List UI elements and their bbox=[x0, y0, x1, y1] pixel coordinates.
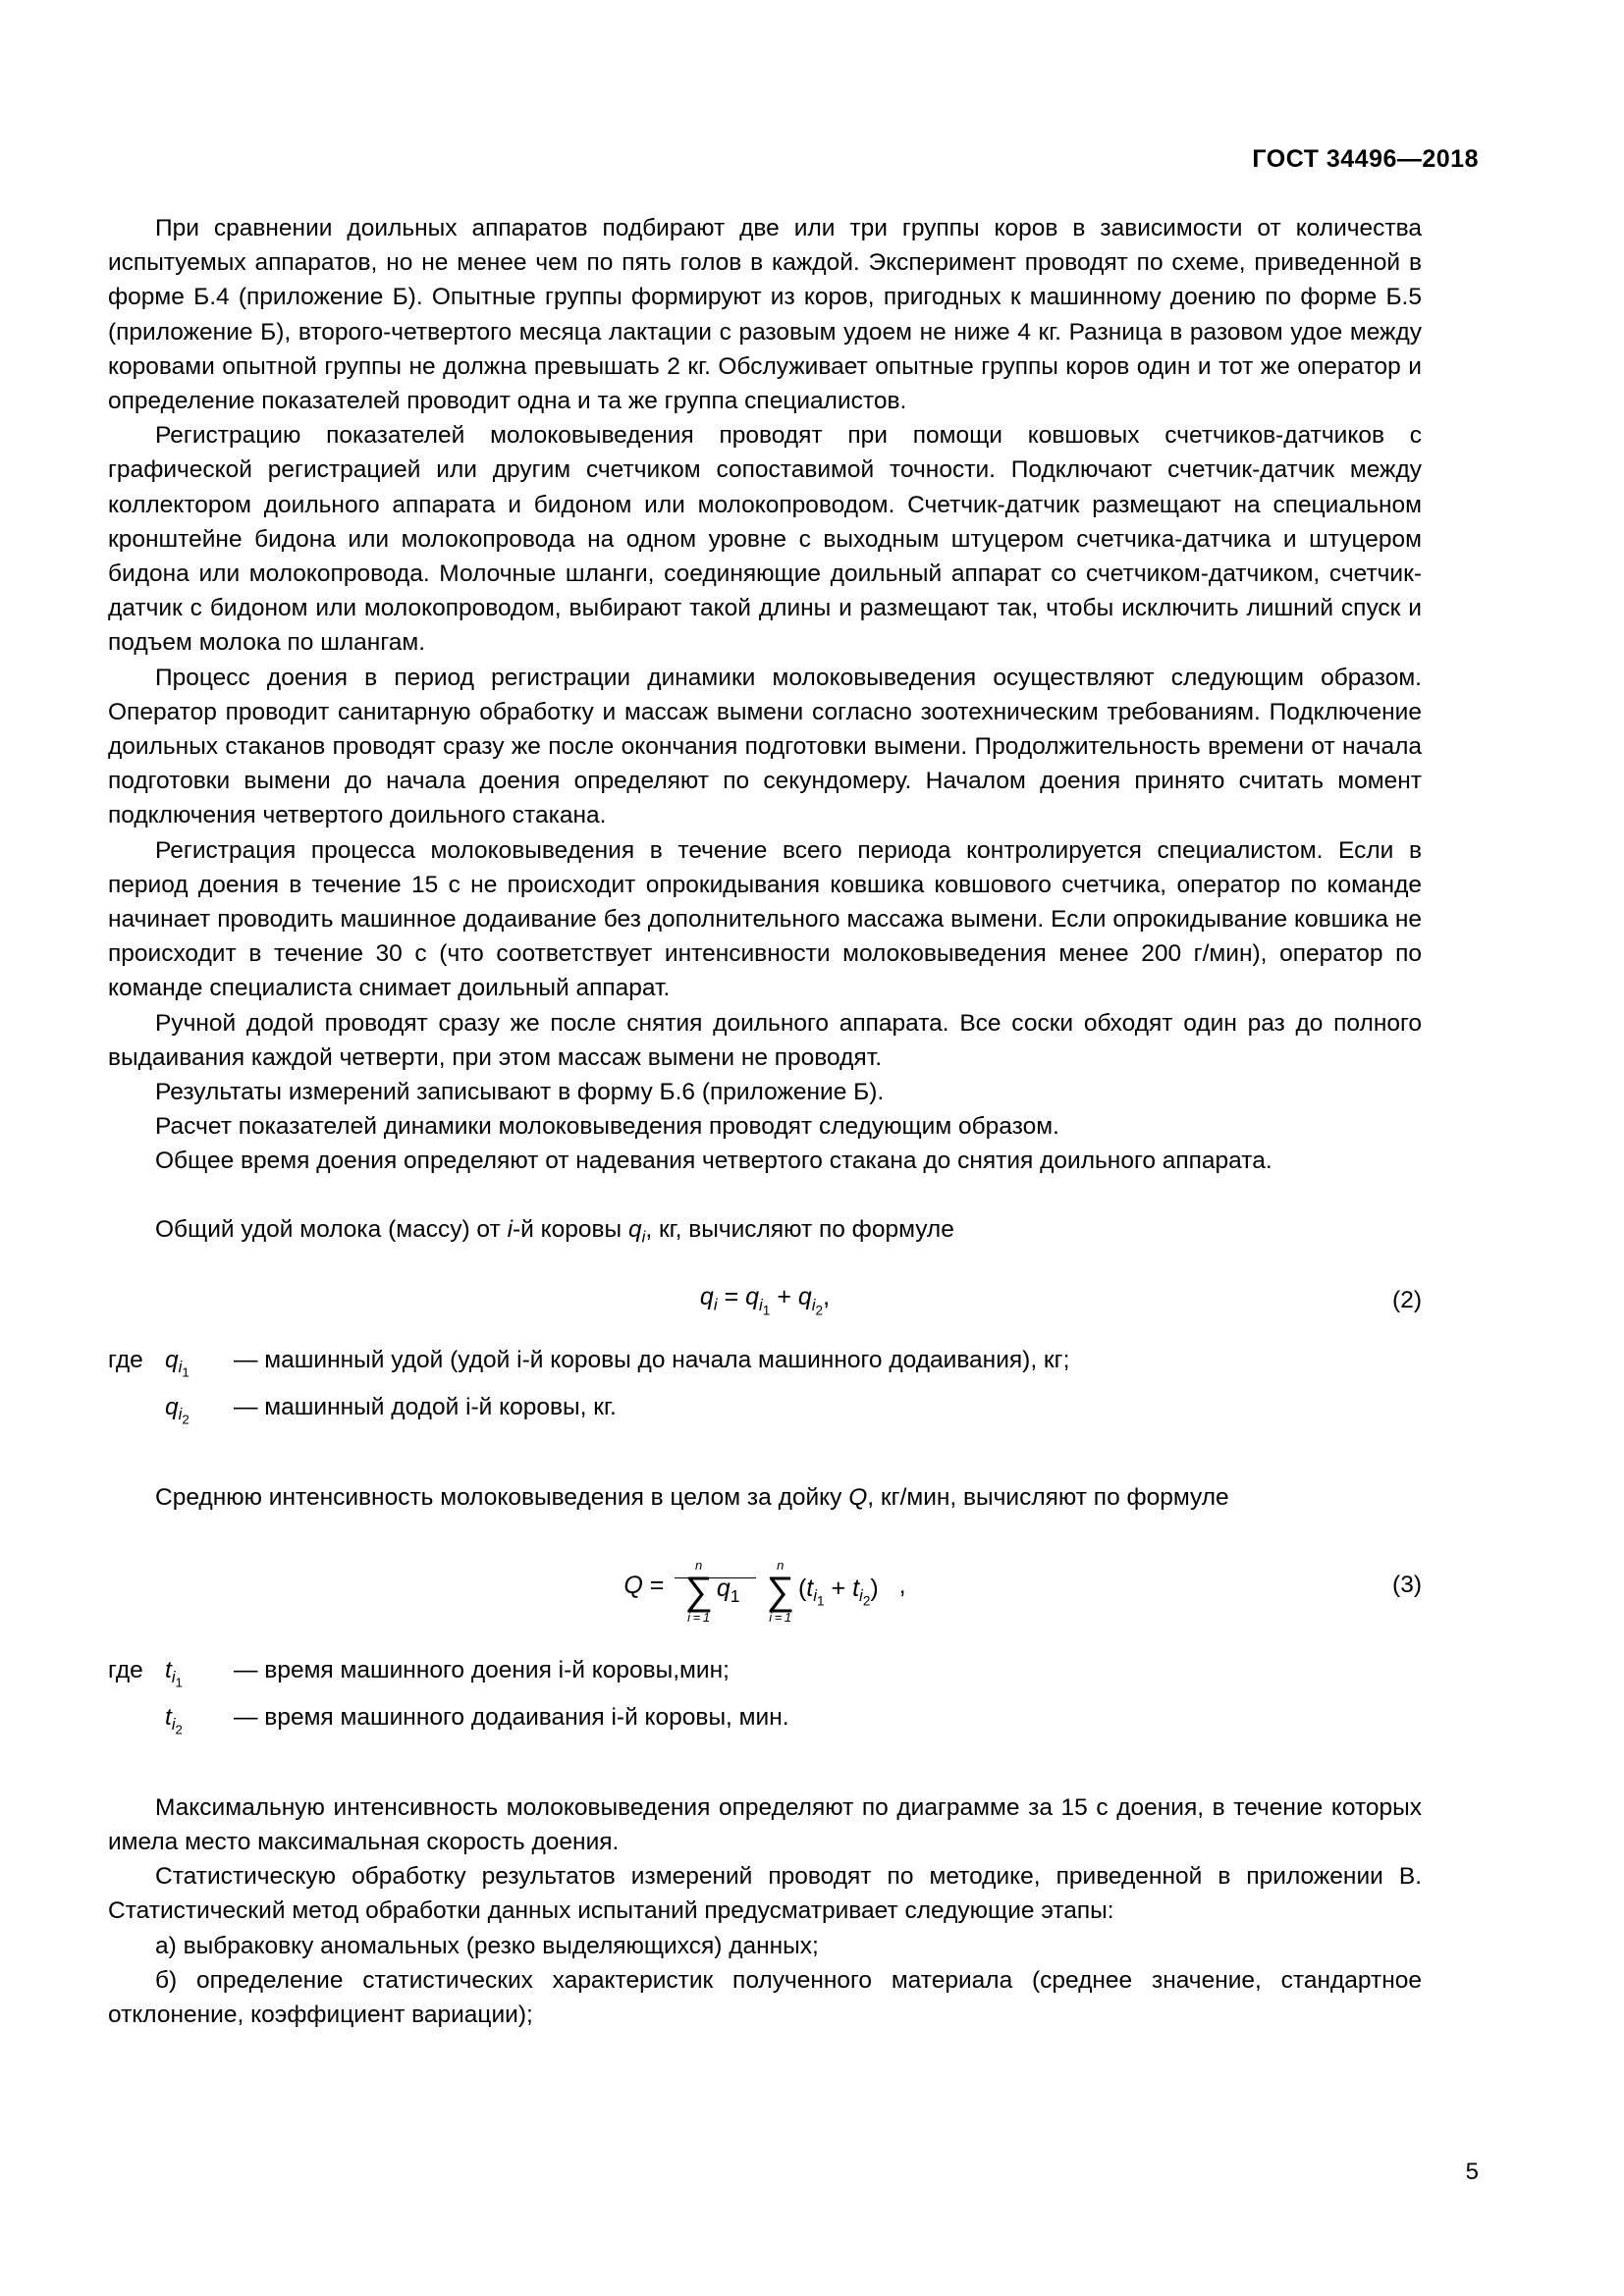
page-number: 5 bbox=[1465, 2159, 1479, 2185]
where-text: — машинный удой (удой i-й коровы до начала машинного додаивания), кг; bbox=[234, 1347, 1070, 1374]
paragraph: Процесс доения в период регистрации динамики молоковыведения осуществляют следующим образом. Оператор проводит санитарную обработку и массаж вымени согласно зоотехническим требованиям. Подключение доильных стаканов проводят сразу же после окончания подготовки вымени. Продолжительность времени от начала подготовки вымени до начала доения определяют по секундомеру. Началом доения принято считать момент подключения четвертого доильного стакана. bbox=[108, 664, 1422, 829]
formula-3-where bbox=[108, 1653, 1422, 1747]
formula-3-intro: Среднюю интенсивность молоковыведения в целом за дойку Q, кг/мин, вычисляют по формуле bbox=[155, 1483, 1229, 1511]
symbol-q-i2: $q_{i_2}$ bbox=[165, 1393, 189, 1427]
symbol-t-i1: $t_{i_1}$ bbox=[165, 1656, 183, 1690]
paragraph: Результаты измерений записывают в форму Б.6 (приложение Б). bbox=[155, 1079, 885, 1106]
paragraph: Регистрация процесса молоковыведения в течение всего периода контролируется специалистом. Если в период доения в течение 15 с не происходит опрокидывания ковшика ковшового счетчика, оператор по команде начинает проводить машинное додаивание без дополнительного массажа вымени. Если опрокидывание ковшика не происходит в течение 30 с (что соответствует интенсивности молоковыведения менее 200 г/мин), оператор по команде специалиста снимает доильный аппарат. bbox=[108, 836, 1422, 1002]
formula-3-number: (3) bbox=[1392, 1572, 1422, 1599]
list-item: б) определение статистических характеристик полученного материала (среднее значение, стандартное отклонение, коэффициент вариации); bbox=[108, 1966, 1422, 2028]
document-body bbox=[108, 211, 1422, 2032]
where-text: — время машинного доения i-й коровы,мин; bbox=[234, 1656, 730, 1683]
where-text: — время машинного додаивания i-й коровы, мин. bbox=[234, 1703, 789, 1731]
paragraph: Статистическую обработку результатов измерений проводят по методике, приведенной в приложении В. Статистический метод обработки данных испытаний предусматривает следующие этапы: bbox=[108, 1863, 1422, 1925]
where-label: где bbox=[108, 1656, 143, 1683]
paragraph: Регистрацию показателей молоковыведения проводят при помощи ковшовых счетчиков-датчиков с графической регистрацией или другим счетчиком сопоставимой точности. Подключают счетчик-датчик между коллектором доильного аппарата и бидоном или молокопроводом. Счетчик-датчик размещают на специальном кронштейне бидона или молокопровода на одном уровне с выходным штуцером счетчика-датчика и штуцером бидона или молокопровода. Молочные шланги, соединяющие доильный аппарат со счетчиком-датчиком, счетчик-датчик с бидоном или молокопроводом, выбирают такой длины и размещают так, чтобы исключить лишний спуск и подъем молока по шлангам. bbox=[108, 422, 1422, 657]
paragraph: Ручной додой проводят сразу же после снятия доильного аппарата. Все соски обходят один раз до полного выдаивания каждой четверти, при этом массаж вымени не проводят. bbox=[108, 1009, 1422, 1071]
paragraph: При сравнении доильных аппаратов подбирают две или три группы коров в зависимости от количества испытуемых аппаратов, но не менее чем по пять голов в каждой. Эксперимент проводят по схеме, приведенной в форме Б.4 (приложение Б). Опытные группы формируют из коров, пригодных к машинному доению по форме Б.5 (приложение Б), второго-четвертого месяца лактации с разовым удоем не ниже 4 кг. Разница в разовом удое между коровами опытной группы не должна превышать 2 кг. Обслуживает опытные группы коров один и тот же оператор и определение показателей проводит одна и та же группа специалистов. bbox=[108, 215, 1422, 415]
paragraph: Максимальную интенсивность молоковыведения определяют по диаграмме за 15 с доения, в течение которых имела место максимальная скорость доения. bbox=[108, 1793, 1422, 1855]
where-label: где bbox=[108, 1347, 143, 1374]
formula-3: Q = n ∑ i = 1 $q_1$ n ∑ i = 1 $(t_{i_1} + t_{i_2})$ , (3) bbox=[108, 1548, 1422, 1624]
page-header-standard-number: ГОСТ 34496—2018 bbox=[1252, 145, 1479, 173]
symbol-t-i2: $t_{i_2}$ bbox=[165, 1703, 183, 1737]
list-item: а) выбраковку аномальных (резко выделяющихся) данных; bbox=[155, 1932, 819, 1959]
paragraph: Общее время доения определяют от надевания четвертого стакана до снятия доильного аппарата. bbox=[155, 1148, 1272, 1175]
formula-2-where bbox=[108, 1343, 1422, 1437]
paragraph: Расчет показателей динамики молоковыведения проводят следующим образом. bbox=[155, 1113, 1059, 1141]
formula-2-intro: Общий удой молока (массу) от i-й коровы $q_i$, кг, вычисляют по формуле bbox=[155, 1215, 954, 1247]
symbol-q-i1: $q_{i_1}$ bbox=[165, 1347, 189, 1380]
where-text: — машинный додой i-й коровы, кг. bbox=[234, 1393, 617, 1420]
formula-2: $q_i = q_{i_1} + q_{i_2}$, (2) bbox=[699, 1283, 1422, 1318]
formula-2-number: (2) bbox=[1392, 1286, 1422, 1313]
